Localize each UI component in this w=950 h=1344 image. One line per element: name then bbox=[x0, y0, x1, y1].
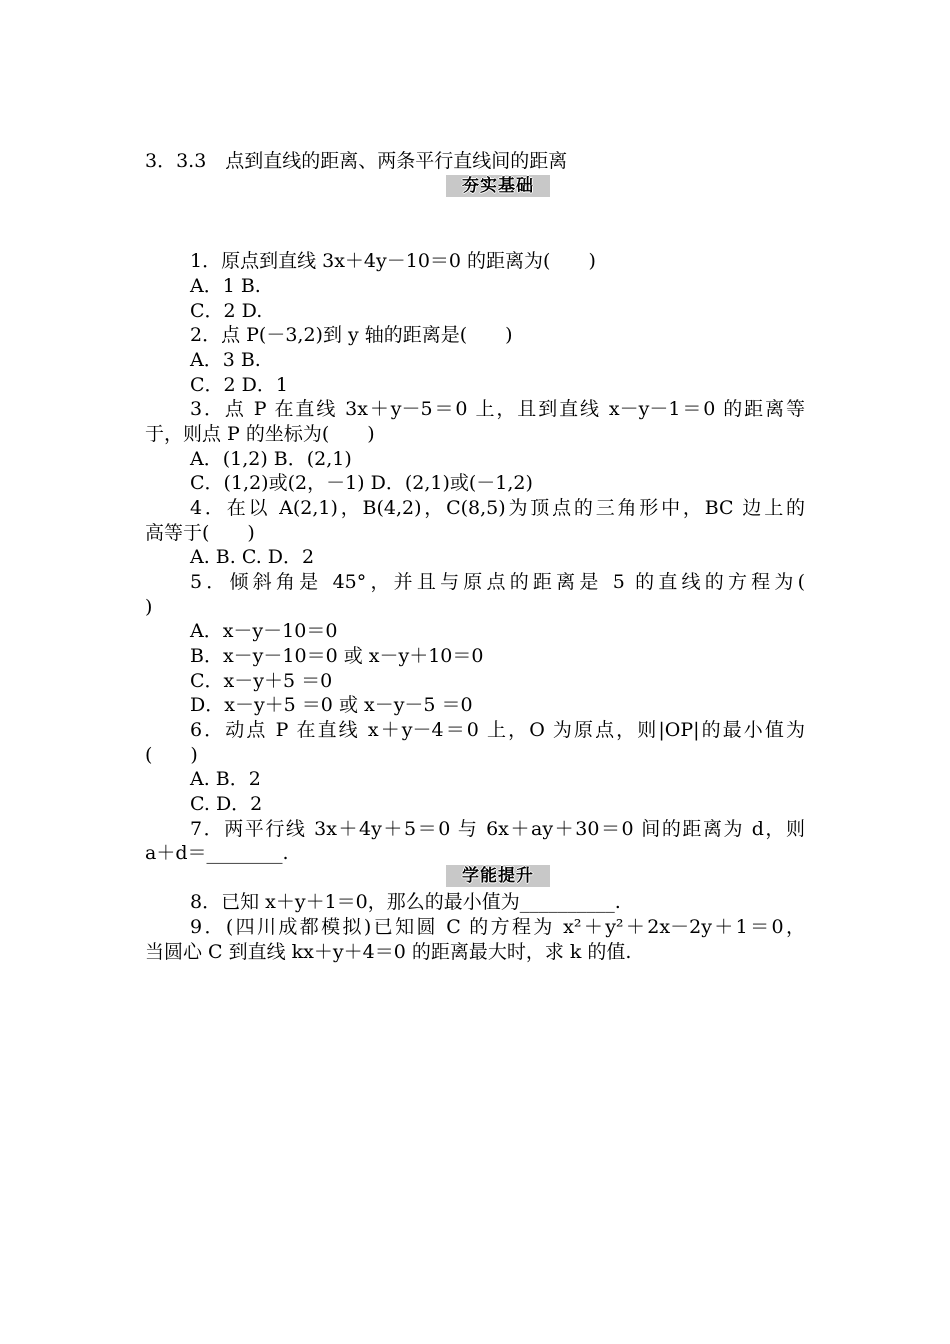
question-5-line-1: 5．倾斜角是 45°，并且与原点的距离是 5 的直线的方程为( bbox=[190, 571, 805, 593]
q5-option-b: B．x－y－10＝0 或 x－y＋10＝0 bbox=[190, 645, 484, 667]
section-banner-advanced: 学能提升 bbox=[446, 865, 550, 887]
question-1: 1．原点到直线 3x＋4y－10＝0 的距离为( ) bbox=[190, 250, 596, 272]
question-7-line-1: 7．两平行线 3x＋4y＋5＝0 与 6x＋ay＋30＝0 间的距离为 d，则 bbox=[190, 818, 805, 840]
section-banner-basic: 夯实基础 bbox=[446, 175, 550, 197]
q6-options-ab: A. B．2 bbox=[190, 768, 261, 790]
question-5-line-2: ) bbox=[145, 596, 153, 618]
question-3-line-2: 于，则点 P 的坐标为( ) bbox=[145, 423, 375, 445]
q5-option-c: C．x－y＋5 ＝0 bbox=[190, 670, 333, 692]
q1-options-cd: C．2 D. bbox=[190, 300, 263, 322]
q5-option-d: D．x－y＋5 ＝0 或 x－y－5 ＝0 bbox=[190, 694, 473, 716]
question-2: 2．点 P(－3,2)到 y 轴的距离是( ) bbox=[190, 324, 513, 346]
q3-options-cd: C．(1,2)或(2，－1) D．(2,1)或(－1,2) bbox=[190, 472, 533, 494]
q4-options: A. B. C. D．2 bbox=[190, 546, 315, 568]
question-8: 8．已知 x＋y＋1＝0，那么的最小值为__________. bbox=[190, 891, 621, 913]
q2-options-ab: A．3 B. bbox=[190, 349, 261, 371]
question-4-line-1: 4．在以 A(2,1)，B(4,2)，C(8,5)为顶点的三角形中，BC 边上的 bbox=[190, 497, 805, 519]
q5-option-a: A．x－y－10＝0 bbox=[190, 620, 338, 642]
question-4-line-2: 高等于( ) bbox=[145, 522, 255, 544]
question-9-line-1: 9．(四川成都模拟)已知圆 C 的方程为 x²＋y²＋2x－2y＋1＝0， bbox=[190, 916, 805, 938]
q2-options-cd: C．2 D．1 bbox=[190, 374, 288, 396]
question-3-line-1: 3．点 P 在直线 3x＋y－5＝0 上，且到直线 x－y－1＝0 的距离等 bbox=[190, 398, 805, 420]
question-7-line-2: a＋d＝________. bbox=[145, 842, 289, 864]
question-6-line-1: 6．动点 P 在直线 x＋y－4＝0 上，O 为原点，则|OP|的最小值为 bbox=[190, 719, 805, 741]
question-9-line-2: 当圆心 C 到直线 kx＋y＋4＝0 的距离最大时，求 k 的值. bbox=[145, 941, 632, 963]
question-6-line-2: ( ) bbox=[145, 744, 198, 766]
q1-options-ab: A．1 B. bbox=[190, 275, 261, 297]
page-title: 3．3.3 点到直线的距离、两条平行直线间的距离 bbox=[145, 150, 568, 172]
q6-options-cd: C. D．2 bbox=[190, 793, 263, 815]
q3-options-ab: A．(1,2) B．(2,1) bbox=[190, 448, 352, 470]
